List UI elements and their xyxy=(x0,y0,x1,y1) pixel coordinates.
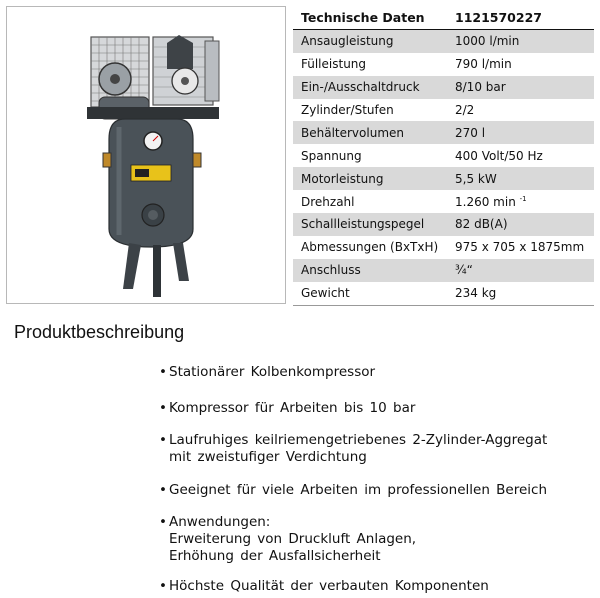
table-row xyxy=(293,167,594,190)
table-row xyxy=(293,213,594,236)
spec-value: 400 Volt/50 Hz xyxy=(455,148,543,163)
list-item-text: Laufruhiges keilriemengetriebenes 2-Zylinder-Aggregat mit zweistufiger Verdichtung xyxy=(169,432,548,465)
spec-key: Fülleistung xyxy=(301,57,367,72)
spec-key: Schallleistungspegel xyxy=(293,213,447,236)
table-row xyxy=(293,99,594,122)
list-item xyxy=(159,482,547,499)
spec-value: 790 l/min xyxy=(455,57,512,72)
spec-key: Motorleistung xyxy=(293,167,447,190)
table-header-label: Technische Daten xyxy=(293,6,447,29)
table-row xyxy=(293,190,594,213)
spec-value: 2/2 xyxy=(455,103,475,117)
technical-data-table xyxy=(293,6,594,306)
spec-value: 234 kg xyxy=(447,282,594,305)
list-item-text: Kompressor für Arbeiten bis 10 bar xyxy=(169,400,416,416)
bullet-icon: • xyxy=(159,364,167,380)
spec-value: 1000 l/min xyxy=(447,29,594,52)
article-number: 1121570227 xyxy=(447,6,594,29)
spec-key: Gewicht xyxy=(293,282,447,305)
spec-key: Anschluss xyxy=(293,259,447,282)
spec-key: Abmessungen (BxTxH) xyxy=(301,240,439,255)
spec-value: 82 dB(A) xyxy=(447,213,594,236)
list-item-text: Höchste Qualität der verbauten Komponenten xyxy=(169,578,489,594)
spec-key: Ein-/Ausschaltdruck xyxy=(293,76,447,99)
table-row xyxy=(293,53,594,76)
table-row xyxy=(293,236,594,259)
list-item xyxy=(159,432,547,466)
spec-value: 8/10 bar xyxy=(447,76,594,99)
spec-value: 5,5 kW xyxy=(447,167,594,190)
spec-key: Drehzahl xyxy=(301,194,355,209)
spec-value-superscript: -1 xyxy=(519,194,527,203)
table-row xyxy=(293,121,594,144)
list-item-text: Geeignet für viele Arbeiten im professionellen Bereich xyxy=(169,482,548,498)
bullet-icon: • xyxy=(159,482,167,498)
table-row xyxy=(293,76,594,99)
product-image-frame xyxy=(6,6,286,304)
section-title: Produktbeschreibung xyxy=(14,322,185,342)
table-row xyxy=(293,259,594,282)
list-item xyxy=(159,364,375,381)
spec-value: 975 x 705 x 1875mm xyxy=(455,240,585,255)
bullet-icon: • xyxy=(159,514,167,530)
list-item-text: Stationärer Kolbenkompressor xyxy=(169,364,376,380)
spec-value: 270 l xyxy=(447,121,594,144)
list-item xyxy=(159,578,489,595)
table-row xyxy=(293,144,594,167)
spec-value xyxy=(447,190,594,213)
spec-key: Zylinder/Stufen xyxy=(301,103,394,117)
spec-value-text: 1.260 min xyxy=(455,194,516,209)
table-header-row xyxy=(293,6,594,29)
compressor-image xyxy=(7,7,287,305)
spec-key: Spannung xyxy=(301,148,362,163)
list-item xyxy=(159,400,415,417)
spec-key: Ansaugleistung xyxy=(293,29,447,52)
table-row xyxy=(293,29,594,52)
spec-value: ¾“ xyxy=(447,259,594,282)
list-item-text: Anwendungen: Erweiterung von Druckluft Anlagen, Erhöhung der Ausfallsicherheit xyxy=(169,514,417,564)
list-item xyxy=(159,514,416,565)
bullet-icon: • xyxy=(159,400,167,416)
bullet-icon: • xyxy=(159,432,167,448)
bullet-icon: • xyxy=(159,578,167,594)
spec-key: Behältervolumen xyxy=(293,121,447,144)
table-row xyxy=(293,282,594,305)
